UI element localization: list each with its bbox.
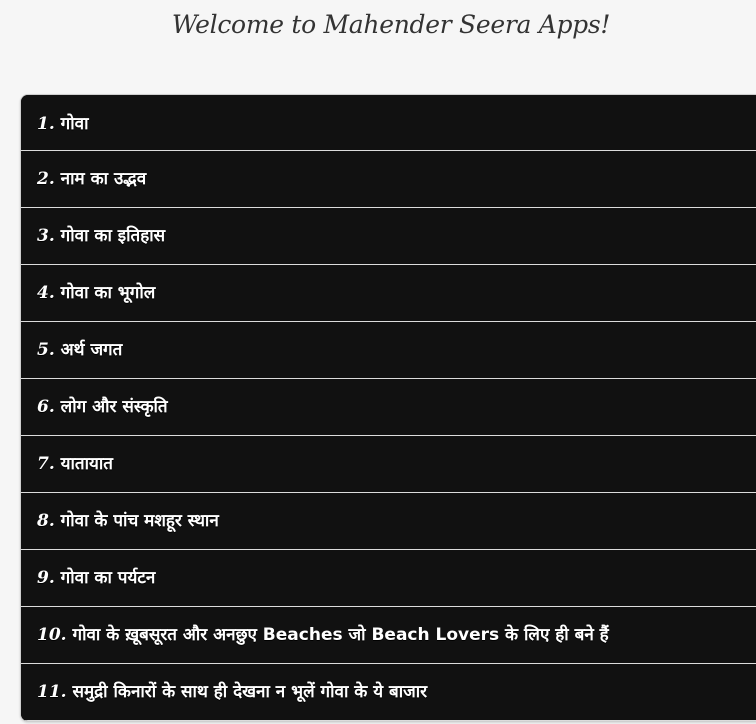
item-number: 7. — [37, 454, 55, 474]
list-item-6[interactable] — [21, 379, 756, 436]
item-label: गोवा का इतिहास — [60, 226, 166, 246]
list-item-3[interactable] — [21, 208, 756, 265]
item-label: गोवा — [60, 114, 89, 134]
item-label: अर्थ जगत — [60, 340, 123, 360]
list-item-2[interactable] — [21, 151, 756, 208]
item-label: समुद्री किनारों के साथ ही देखना न भूलें गोवा के ये बाजार — [72, 682, 428, 702]
list-item-11[interactable] — [21, 664, 756, 721]
item-label: नाम का उद्भव — [60, 169, 147, 189]
item-label: यातायात — [60, 454, 113, 474]
list-item-7[interactable] — [21, 436, 756, 493]
item-label: गोवा का भूगोल — [60, 283, 156, 303]
list-item-4[interactable] — [21, 265, 756, 322]
item-number: 3. — [37, 226, 55, 246]
list-item-9[interactable] — [21, 550, 756, 607]
item-number: 4. — [37, 283, 55, 303]
item-number: 6. — [37, 397, 55, 417]
page-title: Welcome to Mahender Seera Apps! — [171, 10, 611, 39]
item-number: 1. — [37, 114, 55, 134]
list-item-8[interactable] — [21, 493, 756, 550]
list-item-10[interactable] — [21, 607, 756, 664]
item-label: गोवा के पांच मशहूर स्थान — [60, 511, 219, 531]
item-number: 10. — [37, 625, 67, 645]
item-label: गोवा के ख़ूबसूरत और अनछुए Beaches जो Beach Lovers के लिए ही बने हैं — [72, 625, 609, 645]
item-number: 5. — [37, 340, 55, 360]
chapter-list — [20, 94, 756, 722]
item-number: 9. — [37, 568, 55, 588]
item-label: गोवा का पर्यटन — [60, 568, 156, 588]
list-item-1[interactable] — [21, 95, 756, 151]
item-number: 11. — [37, 682, 67, 702]
list-item-5[interactable] — [21, 322, 756, 379]
item-number: 8. — [37, 511, 55, 531]
item-label: लोग और संस्कृति — [60, 397, 168, 417]
item-number: 2. — [37, 169, 55, 189]
